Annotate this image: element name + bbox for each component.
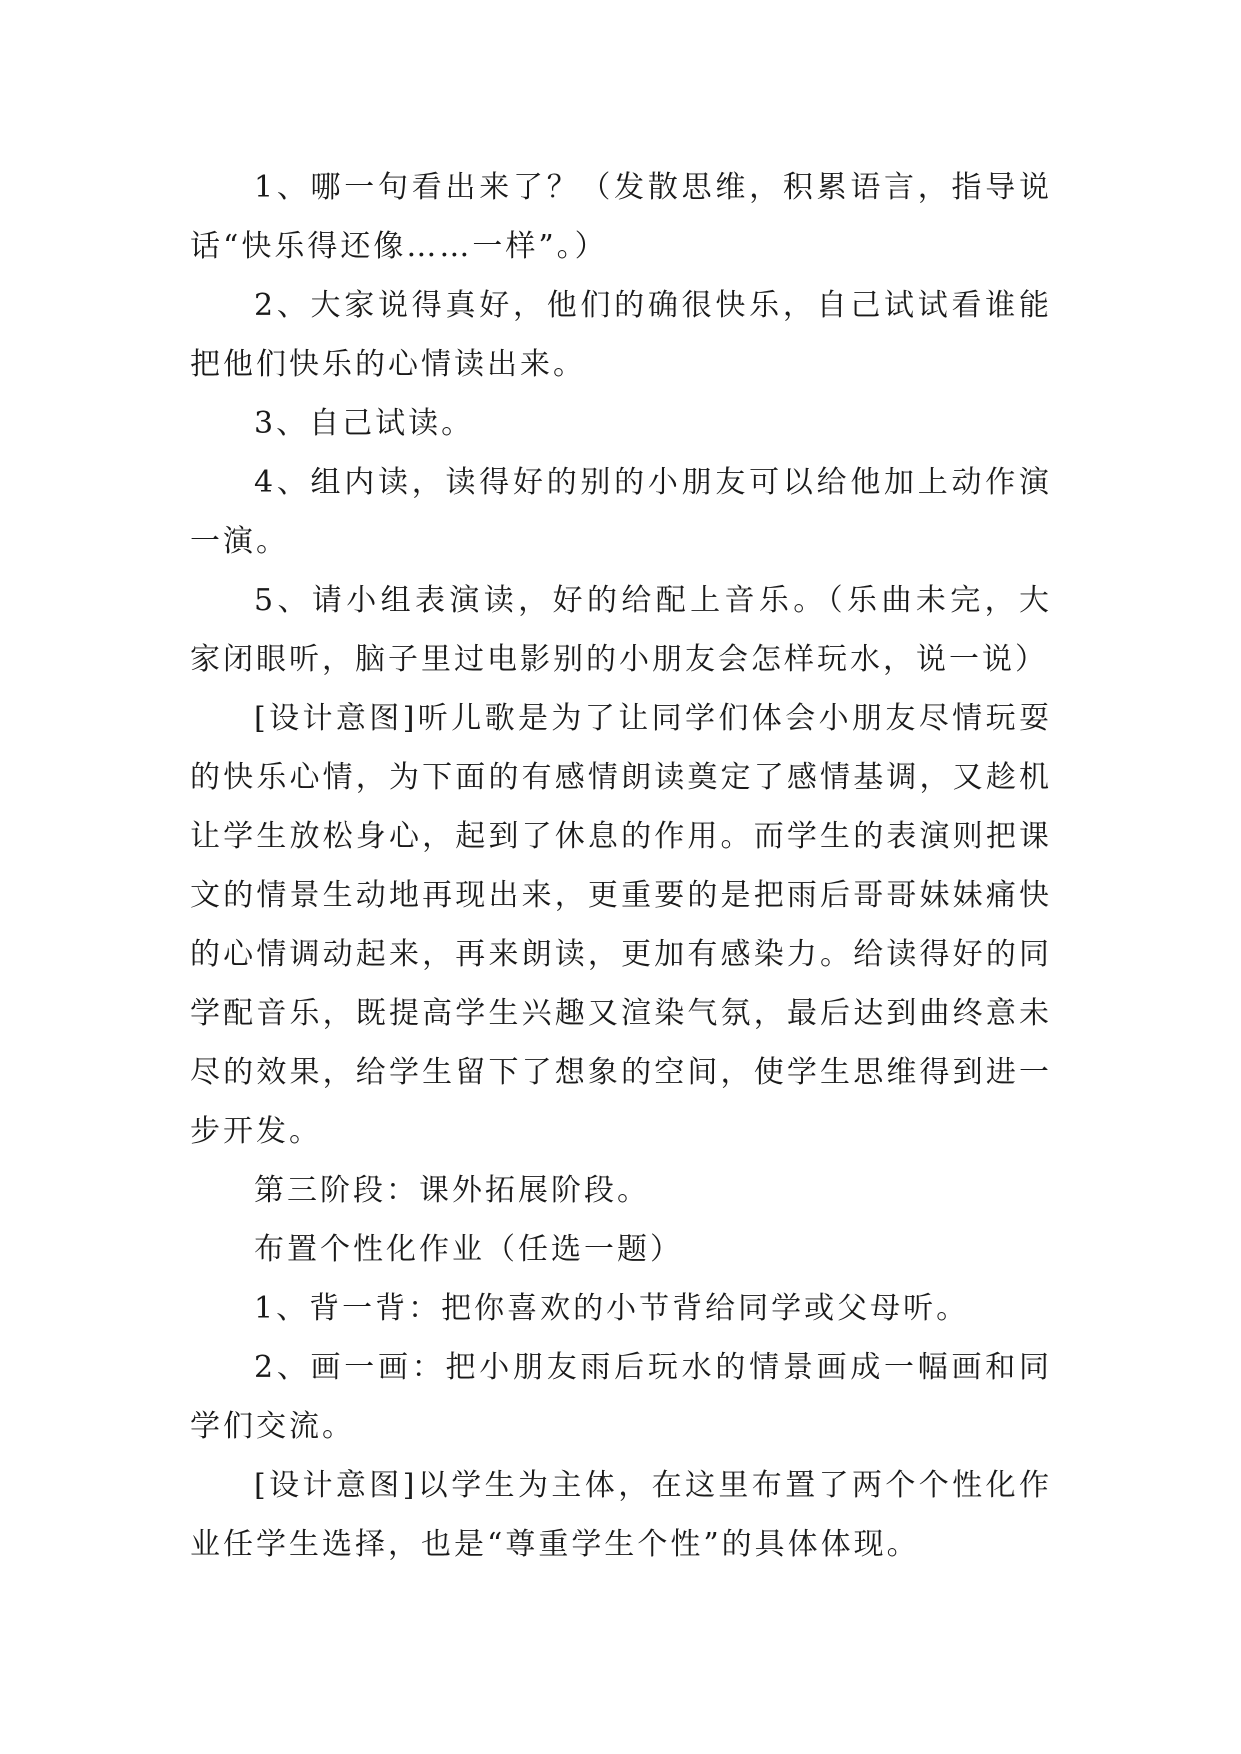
- paragraph-question-2: 2、大家说得真好，他们的确很快乐，自己试试看谁能把他们快乐的心情读出来。: [190, 288, 1052, 382]
- paragraph-design-intent-2: [设计意图]以学生为主体，在这里布置了两个个性化作业任学生选择，也是“尊重学生个性”的具体体现。: [190, 1468, 1052, 1562]
- paragraph-design-intent-1: [设计意图]听儿歌是为了让同学们体会小朋友尽情玩耍的快乐心情，为下面的有感情朗读奠定了感情基调，又趁机让学生放松身心，起到了休息的作用。而学生的表演则把课文的情景生动地再现出来，更重要的是把雨后哥哥妹妹痛快的心情调动起来，再来朗读，更加有感染力。给读得好的同学配音乐，既提高学生兴趣又渲染气氛，最后达到曲终意未尽的效果，给学生留下了想象的空间，使学生思维得到进一步开发。: [190, 701, 1052, 1149]
- document-body: [190, 158, 1052, 1574]
- paragraph-homework-2: 2、画一画：把小朋友雨后玩水的情景画成一幅画和同学们交流。: [190, 1350, 1052, 1444]
- paragraph-question-3: 3、自己试读。: [254, 406, 475, 441]
- paragraph-homework-1: 1、背一背：把你喜欢的小节背给同学或父母听。: [254, 1291, 970, 1326]
- paragraph-homework-heading: 布置个性化作业（任选一题）: [254, 1232, 683, 1267]
- paragraph-question-1: 1、哪一句看出来了？（发散思维，积累语言，指导说话“快乐得还像……一样”。）: [190, 170, 1052, 264]
- paragraph-question-5: 5、请小组表演读，好的给配上音乐。（乐曲未完，大家闭眼听，脑子里过电影别的小朋友会怎样玩水，说一说）: [190, 583, 1052, 677]
- paragraph-question-4: 4、组内读，读得好的别的小朋友可以给他加上动作演一演。: [190, 465, 1052, 559]
- paragraph-stage-three-heading: 第三阶段：课外拓展阶段。: [254, 1173, 650, 1208]
